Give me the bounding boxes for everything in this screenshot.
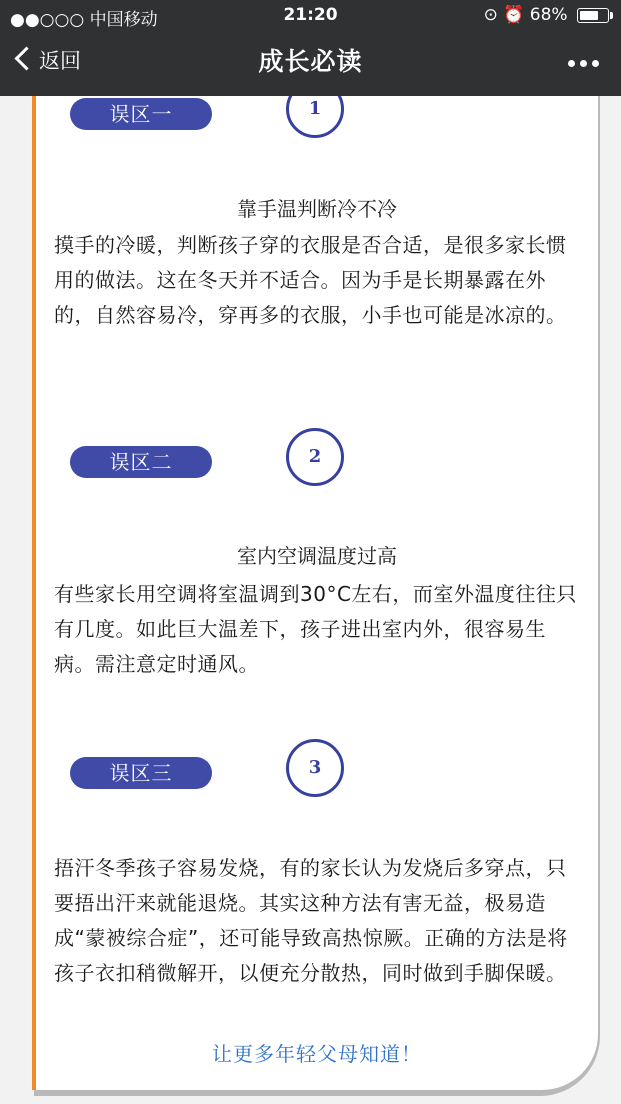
myth-subtitle: 室内空调温度过高 — [237, 544, 397, 568]
rotation-lock-icon: ⊙ — [483, 5, 498, 25]
myth-tag: 误区二 — [70, 446, 212, 478]
top-bar — [0, 0, 621, 96]
more-options-icon[interactable] — [563, 60, 599, 67]
battery-icon — [577, 8, 609, 23]
myth-subtitle: 靠手温判断冷不冷 — [237, 197, 397, 221]
carrier-signal: ●●○○○ 中国移动 — [10, 10, 158, 30]
number-badge: 3 — [286, 739, 344, 797]
status-time: 21:20 — [283, 5, 338, 25]
status-bar — [0, 0, 621, 32]
battery-percent: 68% — [529, 5, 568, 25]
myth-tag: 误区一 — [70, 98, 212, 130]
number-badge: 2 — [286, 428, 344, 486]
alarm-icon: ⏰ — [503, 5, 525, 25]
page-title: 成长必读 — [258, 47, 363, 76]
status-right — [484, 5, 609, 25]
myth-body: 摸手的冷暖，判断孩子穿的衣服是否合适，是很多家长惯用的做法。这在冬天并不适合。因为手是长期暴露在外的，自然容易冷，穿再多的衣服，小手也可能是冰凉的。 — [54, 233, 567, 327]
myth-body: 有些家长用空调将室温调到30°C左右，而室外温度往往只有几度。如此巨大温差下，孩子进出室内外，很容易生病。需注意定时通风。 — [54, 582, 577, 676]
myth-body: 捂汗冬季孩子容易发烧，有的家长认为发烧后多穿点，只要捂出汗来就能退烧。其实这种方法有害无益，极易造成“蒙被综合症”，还可能导致高热惊厥。正确的方法是将孩子衣扣稍微解开，以便充分散热，同时做到手脚保暖。 — [54, 856, 568, 985]
article-card — [32, 96, 598, 1090]
share-footer-link[interactable]: 让更多年轻父母知道！ — [212, 1042, 422, 1066]
myth-tag: 误区三 — [70, 757, 212, 789]
number-badge: 1 — [286, 80, 344, 138]
back-label: 返回 — [39, 49, 81, 73]
nav-bar — [0, 32, 621, 96]
